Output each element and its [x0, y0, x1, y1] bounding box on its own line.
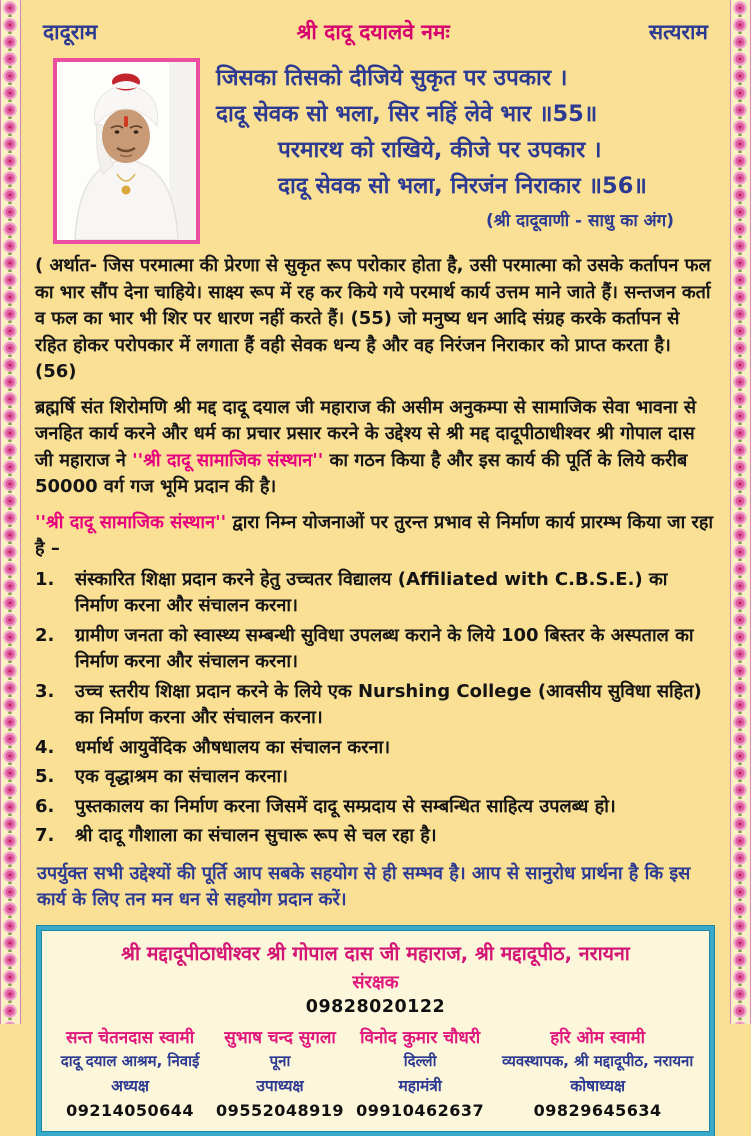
- member-phone: 09910462637: [356, 1100, 485, 1120]
- about-text-part1: ब्रह्मर्षि संत शिरोमणि श्री मद्द दादू दयाल जी महाराज की असीम अनुकम्पा से सामाजिक सेवा भावना से जनहित कार्य करने और धर्म का प्रचार प्रसार करने के उद्देश्य से श्री मद्द दादूपीठाधीश्वर श्री गोपाल दास जी महाराज ने: [35, 396, 696, 471]
- patron-phone: 09828020122: [305, 996, 446, 1017]
- member-phone: 09552048919: [216, 1100, 345, 1120]
- member-place: पूना: [269, 1051, 291, 1070]
- list-item-number: 1.: [35, 568, 55, 590]
- member-card: [351, 1025, 489, 1120]
- contact-box-title: श्री मद्दादूपीठाधीश्वर श्री गोपाल दास जी महाराज, श्री मद्दादूपीठ, नरायना: [121, 941, 630, 965]
- member-place: दादू दयाल आश्रम, निवाई: [60, 1051, 200, 1070]
- hero-section: [35, 58, 716, 244]
- header-left-text: दादूराम: [43, 20, 98, 44]
- floral-border-left: [0, 0, 21, 1024]
- member-phone: 09829645634: [533, 1100, 662, 1120]
- organization-name: ''श्री दादू सामाजिक संस्थान'': [132, 449, 324, 471]
- plans-intro: [35, 510, 716, 563]
- verse-line-3: परमारथ को राखिये, कीजे पर उपकार ।: [278, 137, 602, 163]
- header-right-text: सत्यराम: [648, 20, 708, 44]
- list-item-text: संस्कारित शिक्षा प्रदान करने हेतु उच्चतर विद्यालय (Affiliated with C.B.S.E.) का निर्माण करना और संचालन करना।: [75, 568, 668, 616]
- closing-appeal: उपर्युक्त सभी उद्देश्यों की पूर्ति आप सबके सहयोग से ही सम्भव है। आप से सानुरोध प्रार्थना है कि इस कार्य के लिए तन मन धन से सहयोग प्रदान करें।: [37, 862, 691, 910]
- list-item-text: श्री दादू गौशाला का संचालन सुचारू रूप से चल रहा है।: [75, 825, 437, 846]
- list-item: [35, 823, 716, 850]
- verse-line-4: दादू सेवक सो भला, निरजंन निराकार ॥56॥: [278, 173, 647, 199]
- member-name: विनोद कुमार चौधरी: [360, 1027, 481, 1048]
- guru-portrait-illustration: [57, 62, 196, 240]
- list-item-text: धर्मार्थ आयुर्वेदिक औषधालय का संचालन करना।: [75, 736, 391, 758]
- member-role: महामंत्री: [398, 1076, 442, 1095]
- member-role: कोषाध्यक्ष: [570, 1076, 626, 1095]
- list-item: [35, 623, 716, 676]
- member-role: अध्यक्ष: [111, 1076, 149, 1095]
- verse-line-1: जिसका तिसको दीजिये सुकृत पर उपकार ।: [216, 65, 568, 91]
- plans-intro-text: द्वारा निम्न योजनाओं पर तुरन्त प्रभाव से निर्माण कार्य प्रारम्भ किया जा रहा है –: [35, 511, 714, 559]
- list-item: [35, 794, 716, 821]
- meaning-text: ( अर्थात- जिस परमात्मा की प्रेरणा से सुकृत रूप परोकार होता है, उसी परमात्मा को उसके कर्तापन फल का भार सौंप देना चाहिये। साक्ष्य रूप में रह कर किये गये परमार्थ कार्य उत्तम माने जाते हैं। सन्तजन कर्ता व फल का भार भी शिर पर धारण नहीं करते हैं। (55) जो मनुष्य धन आदि संग्रह करके कर्तापन से रहित होकर परोपकार में लगाता हैं वही सेवक धन्य है और वह निरंजन निराकार को प्राप्त करता है। (56): [35, 255, 711, 382]
- member-name: हरि ओम स्वामी: [550, 1027, 646, 1048]
- list-item-text: उच्च स्तरीय शिक्षा प्रदान करने के लिये एक Nurshing College (आवसीय सुविधा सहित) का निर्माण करना और संचालन करना।: [75, 680, 702, 728]
- members-grid: [51, 1025, 700, 1120]
- meaning-paragraph: [35, 253, 716, 386]
- floral-border-right: [730, 0, 751, 1024]
- about-paragraph: [35, 395, 716, 501]
- list-item-number: 2.: [35, 624, 55, 646]
- contact-box: [37, 926, 714, 1136]
- member-phone: 09214050644: [66, 1100, 195, 1120]
- list-item-number: 5.: [35, 766, 55, 787]
- member-place: व्यवस्थापक, श्री मद्दादूपीठ, नरायना: [502, 1051, 694, 1070]
- member-place: दिल्ली: [403, 1051, 437, 1070]
- list-item-number: 4.: [35, 736, 55, 758]
- list-item-text: एक वृद्धाश्रम का संचालन करना।: [75, 766, 289, 787]
- header: [35, 12, 716, 46]
- plans-list: [35, 567, 716, 850]
- pamphlet-content: [21, 0, 730, 1120]
- verse-attribution: (श्री दादूवाणी - साधु का अंग): [486, 211, 674, 231]
- list-item: [35, 735, 716, 762]
- guru-portrait-photo: [53, 58, 200, 244]
- list-item: [35, 679, 716, 732]
- member-card: [51, 1025, 209, 1120]
- member-card: [495, 1025, 700, 1120]
- list-item-number: 6.: [35, 795, 55, 817]
- member-name: सुभाष चन्द सुगला: [224, 1027, 336, 1048]
- verse-block: [216, 58, 716, 244]
- patron-label: संरक्षक: [352, 971, 399, 993]
- list-item-number: 3.: [35, 680, 55, 702]
- member-role: उपाध्यक्ष: [256, 1076, 304, 1095]
- list-item: [35, 764, 716, 791]
- organization-name-repeat: ''श्री दादू सामाजिक संस्थान'': [35, 511, 227, 533]
- list-item-text: पुस्तकालय का निर्माण करना जिसमें दादू सम्प्रदाय से सम्बन्धित साहित्य उपलब्ध हो।: [75, 795, 616, 817]
- about-text-part2: का गठन किया है और इस कार्य की पूर्ति के लिये करीब 50000 वर्ग गज भूमि प्रदान की है।: [35, 449, 688, 497]
- member-name: सन्त चेतनदास स्वामी: [65, 1027, 195, 1048]
- list-item: [35, 567, 716, 620]
- member-card: [215, 1025, 345, 1120]
- list-item-text: ग्रामीण जनता को स्वास्थ्य सम्बन्धी सुविधा उपलब्ध कराने के लिये 100 बिस्तर के अस्पताल का निर्माण करना और संचालन करना।: [75, 624, 694, 672]
- verse-line-2: दादू सेवक सो भला, सिर नहिं लेवे भार ॥55॥: [216, 101, 598, 127]
- list-item-number: 7.: [35, 825, 55, 846]
- page-title: श्री दादू दयालवे नमः: [296, 20, 450, 44]
